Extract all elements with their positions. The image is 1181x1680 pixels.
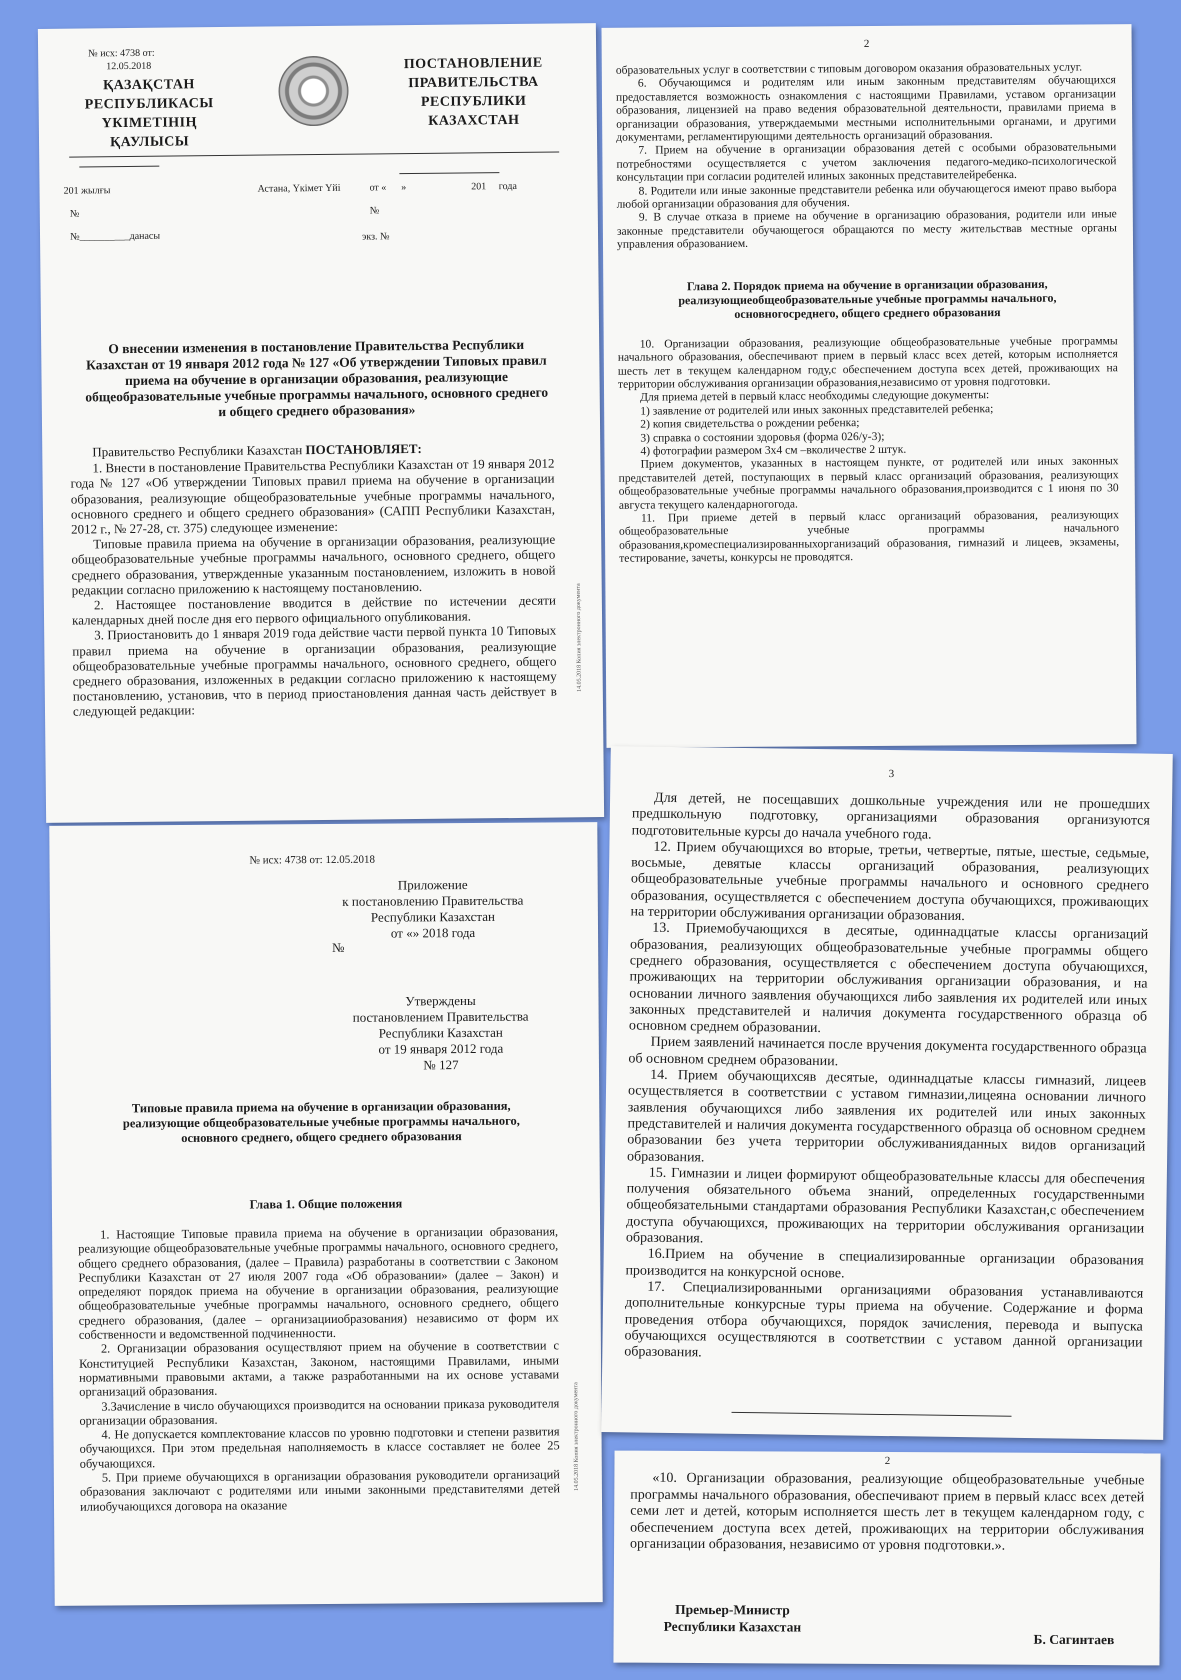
blank-line <box>399 172 499 174</box>
appendix-line: Приложение <box>397 877 468 893</box>
paragraph: 7. Прием на обучение в организации образования детей с особыми образовательными потребностями осуществляется с учетом заключения педагого-медико-психологической консультации при согласии родителей илиных законных представителейребенка. <box>616 140 1117 185</box>
decree-intro: Правительство Республики Казахстан <box>92 442 303 460</box>
footer-rule <box>732 1412 1012 1417</box>
page-number: 2 <box>884 1454 891 1468</box>
paragraph: 4. Не допускается комплектование классов по уровню подготовки и степени развития обучающихся. При этом предельная наполняемость в классе составляет не более 25 обучающихся. <box>79 1424 560 1471</box>
signature-title-line: Премьер-Министр <box>675 1601 790 1618</box>
page-appendix <box>49 822 602 1606</box>
dateline-right: от « » 201 года <box>369 180 517 194</box>
paragraph: Для приема детей в первый класс необходимы следующие документы: <box>640 388 990 404</box>
paragraph: 12. Прием обучающихся во вторые, третьи, четвертые, пятые, шестые, седьмые, восьмые, девятые классы организаций образования, реализующих общеобразовательные учебные программы начального и основного среднего образования, осуществляется с обеспечением доступа обучающихся, проживающих на территории обслуживания организации образования. <box>630 839 1150 925</box>
appendix-line: к постановлению Правительства <box>342 892 524 909</box>
kz-title-line: РЕСПУБЛИКАСЫ <box>84 96 214 113</box>
ru-title-block <box>378 53 569 131</box>
approved-line: постановлением Правительства <box>352 1008 529 1025</box>
paragraph: 2. Организации образования осуществляют прием на обучение в соответствии с Конституцией Республики Казахстан, Законом, настоящими Правилами, иными нормативными правовыми актами, а также разработанными на их основе уставами организаций образования. <box>78 1338 560 1399</box>
paragraph: 1. Настоящие Типовые правила приема на обучение в организации образования, реализующие общеобразовательные учебные программы начального, основного среднего, общего среднего образования, (далее – Правила) разработаны в соответствии с Законом Республики Казахстан от 27 июля 2007 года «Об образовании» (далее – Закон) и определяют порядок приема на обучение в организации образования, реализующие общеобразовательные учебные программы начального, основного среднего, общего среднего образования, (далее – организацииобразования) независимо от форм их собственности и ведомственной подчиненности. <box>78 1224 559 1342</box>
approved-block <box>340 992 541 1073</box>
ru-title-line: ПРАВИТЕЛЬСТВА <box>408 74 539 92</box>
appendix-line: от «» 2018 года <box>390 924 476 941</box>
rules-body <box>616 60 1119 565</box>
list-item: 3) справка о состоянии здоровья (форма 026/у-3); <box>640 429 885 445</box>
outgoing-number: № исх: 4738 от: <box>88 47 155 60</box>
chapter-heading: Глава 1. Общие положения <box>249 1196 403 1212</box>
list-item: 4) фотографии размером 3х4 см –вколичестве 2 штук. <box>640 442 907 458</box>
side-note: 14.05.2018 Копия электронного документа <box>575 583 583 692</box>
appendix-number: № <box>332 939 345 955</box>
paragraph: Прием заявлений начинается после вручения документа государственного образца об основном среднем образовании. <box>628 1035 1147 1070</box>
kz-title-line: ҚАУЛЫСЫ <box>109 134 190 151</box>
paragraph: 14. Прием обучающихсяв десятые, одиннадцатые классы гимназий, лицеев осуществляется в соответствии с уставом гимназии,лицеяна основании личного заявления обучающихся либо заявления их родителей или иных законных представителей и наличия документа государственного образца об основном среднем образовании без учета территории обслуживанияданных видов организаций образования. <box>626 1067 1147 1165</box>
quote-body <box>630 1471 1144 1556</box>
rules-body <box>78 1224 560 1513</box>
paragraph: 8. Родители или иные законные представители ребенка или обучающегося имеют право выбора любой организации образования для обучения. <box>616 180 1117 211</box>
page-rules-continued <box>601 24 1136 748</box>
ru-title-line: ПОСТАНОВЛЕНИЕ <box>403 55 543 73</box>
paragraph: 15. Гимназии и лицеи формируют общеобразовательные классы для обеспечения получения обязательного объема знаний, определенных государственными общеобязательными стандартами образования Республики Казахстан,с обеспечением доступа обучающихся, проживающих на территории обслуживания организации образования. <box>625 1165 1145 1247</box>
paragraph: 3. Приостановить до 1 января 2019 года действие части первой пункта 10 Типовых правил приема на обучение в организации образования, реализующие общеобразовательные учебные программы начального, основного среднего, общего среднего образования, изложенных в редакции согласно приложению к настоящему постановлению, установив, что в период приостановления данная часть действует в следующей редакции: <box>72 622 557 720</box>
page-number: 3 <box>888 767 895 781</box>
paragraph: 9. В случае отказа в приеме на обучение в организацию образования, родители или иные законные представители обучающегося обращаются по месту жительствав местные органы управления образованием. <box>616 207 1117 252</box>
quoted-paragraph: «10. Организации образования, реализующие общеобразовательные учебные программы начального образования, обеспечивают прием в первый класс всех детей семи лет и детей, которым исполняется шесть лет в текущем календарном году, с обеспечением доступа всех детей, проживающих на территории обслуживания организации образования, независимо от уровня подготовки.». <box>630 1470 1145 1554</box>
header-rule <box>69 151 559 157</box>
page-signature <box>613 1451 1160 1666</box>
copy-right: экз. № <box>361 231 390 243</box>
paragraph: 2. Настоящее постановление вводится в действие по истечении десяти календарных дней после дня его первого официального опубликования. <box>71 592 556 628</box>
approved-line: от 19 января 2012 года <box>378 1040 504 1057</box>
outgoing-date: 12.05.2018 <box>106 60 152 73</box>
blank-line <box>79 166 159 168</box>
approved-line: Республики Казахстан <box>378 1024 503 1041</box>
kz-title-block <box>66 75 232 153</box>
number-right: № <box>369 205 380 217</box>
paragraph: 11. При приеме детей в первый класс организаций образования, реализующих общеобразовательные учебные программы начального образования,кромеспециализированныхорганизаций образования, гимназий и лицеев, экзамены, тестирование, зачеты, конкурсы не проводятся. <box>618 508 1120 565</box>
paragraph: 17. Специализированными организациями образования устанавливаются дополнительные конкурсные туры приема на обучение. Содержание и форма проведения отбора обучающихся, порядок зачисления, перевода и выпуска обучающихся осуществляются в соответствии с уставом данной организации образования. <box>624 1279 1144 1361</box>
signature-title <box>664 1601 802 1636</box>
ru-title-line: КАЗАХСТАН <box>428 112 520 129</box>
paragraph: 13. Приемобучающихся в десятые, одиннадцатые классы организаций образования, реализующих общеобразовательные учебные программы общего среднего образования, осуществляется с обеспечением доступа обучающихся, проживающих на территории обслуживания организации образования, и на основании личного заявления обучающихся либо заявления их родителей или иных законных представителей и наличия документа государственного образца об основном среднем образовании. <box>628 921 1149 1037</box>
state-emblem-icon <box>278 56 349 127</box>
chapter-heading: Глава 2. Порядок приема на обучение в организации образования, реализующиеобщеобразовательные учебные программы начального, основногосреднего, общего среднего образования <box>678 276 1057 321</box>
approved-line: Утверждены <box>405 992 476 1009</box>
decree-heading: О внесении изменения в постановление Правительства Республики Казахстан от 19 января 2012 года № 127 «Об утверждении Типовых правил приема на обучение в организации образования, реализующие общеобразовательные учебные программы начального, основного среднего и общего среднего образования» <box>85 336 549 420</box>
paragraph: 1. Внести в постановление Правительства Республики Казахстан от 19 января 2012 года № 127 «Об утверждении Типовых правил приема на обучение в организации образования, реализующие общеобразовательные учебные программы начального, основного среднего и общего среднего образования» (САПП Республики Казахстан, 2012 г., № 27-28, ст. 375) следующее изменение: <box>70 455 555 537</box>
rules-body <box>624 790 1150 1368</box>
page-rules-three <box>601 746 1173 1440</box>
appendix-block <box>318 876 548 942</box>
signature-title-line: Республики Казахстан <box>663 1618 802 1635</box>
approved-line: № 127 <box>423 1057 459 1073</box>
paragraph: 16.Прием на обучение в специализированные организации образования производится на конкурсной основе. <box>625 1246 1144 1282</box>
paragraph: 3.Зачисление в число обучающихся производится на основании приказа руководителя организации образования. <box>79 1395 560 1428</box>
paragraph: Для детей, не посещавших дошкольные учреждения или не прошедших предшкольную подготовку, организациями образования организуются подготовительные курсы до начала учебного года. <box>631 790 1151 843</box>
signature-name: Б. Сагинтаев <box>1033 1631 1115 1648</box>
list-item: 1) заявление от родителей или иных законных представителей ребенка; <box>640 401 994 418</box>
decree-word: ПОСТАНОВЛЯЕТ: <box>305 440 422 458</box>
list-item: 2) копия свидетельства о рождении ребенка; <box>640 416 860 431</box>
decree-body <box>70 440 557 720</box>
copy-left: №__________данасы <box>69 230 161 243</box>
page-number: 2 <box>863 37 870 51</box>
kz-title-line: ҮКІМЕТІНІҢ <box>101 115 198 132</box>
number-left: № <box>69 208 80 220</box>
ru-title-line: РЕСПУБЛИКИ <box>420 93 527 110</box>
paragraph: 10. Организации образования, реализующие общеобразовательные учебные программы начального образования, обеспечивают прием в первый класс всех детей, которым исполняется шесть лет в текущем календарном году,с обеспечением доступа всех детей, проживающих на территории обслуживания организации образования,независимо от уровня подготовки. <box>617 333 1118 391</box>
paragraph: Типовые правила приема на обучение в организации образования, реализующие общеобразовательные учебные программы начального, основного среднего, общего среднего образования, утвержденные указанным постановлением, изложить в новой редакции согласно приложению к настоящему постановлению. <box>71 531 556 598</box>
outgoing-number: № исх: 4738 от: 12.05.2018 <box>249 853 375 867</box>
appendix-line: Республики Казахстан <box>370 908 496 925</box>
page-decree-first <box>38 23 604 823</box>
paragraph: 5. При приеме обучающихся в организации образования руководители организаций образования заключают с родителями или иными законными представителями детей илиобучающихся договора на оказание <box>79 1467 560 1514</box>
paragraph: образовательных услуг в соответствии с типовым договором оказания образовательных услуг. <box>615 60 1083 77</box>
dateline-left: 201 жылғы <box>63 185 111 197</box>
side-note: 14.05.2018 Копия электронного документа <box>573 1382 580 1491</box>
rules-title: Типовые правила приема на обучение в организации образования, реализующие общеобразовательные учебные программы начального, основного среднего, общего среднего образования <box>122 1098 520 1146</box>
dateline-center: Астана, Үкімет Үйі <box>257 182 341 195</box>
paragraph: 6. Обучающимся и родителям или иным законным представителям обучающихся предоставляется возможность ознакомления с настоящими Правилами, уставом организации образования, лицензией на право ведения образовательной деятельности, правилами приема в организации образования, утверждаемыми местными исполнительными органами, и другими документами, регламентирующими деятельность организаций образования. <box>615 73 1117 144</box>
paragraph: Прием документов, указанных в настоящем пункте, от родителей или иных законных представителей детей, поступающих в первый класс организаций образования, реализующих общеобразовательные учебные программы начального образования,производится с 1 июня по 30 августа текущего календарногогода. <box>618 454 1119 512</box>
kz-title-line: ҚАЗАҚСТАН <box>102 77 195 94</box>
